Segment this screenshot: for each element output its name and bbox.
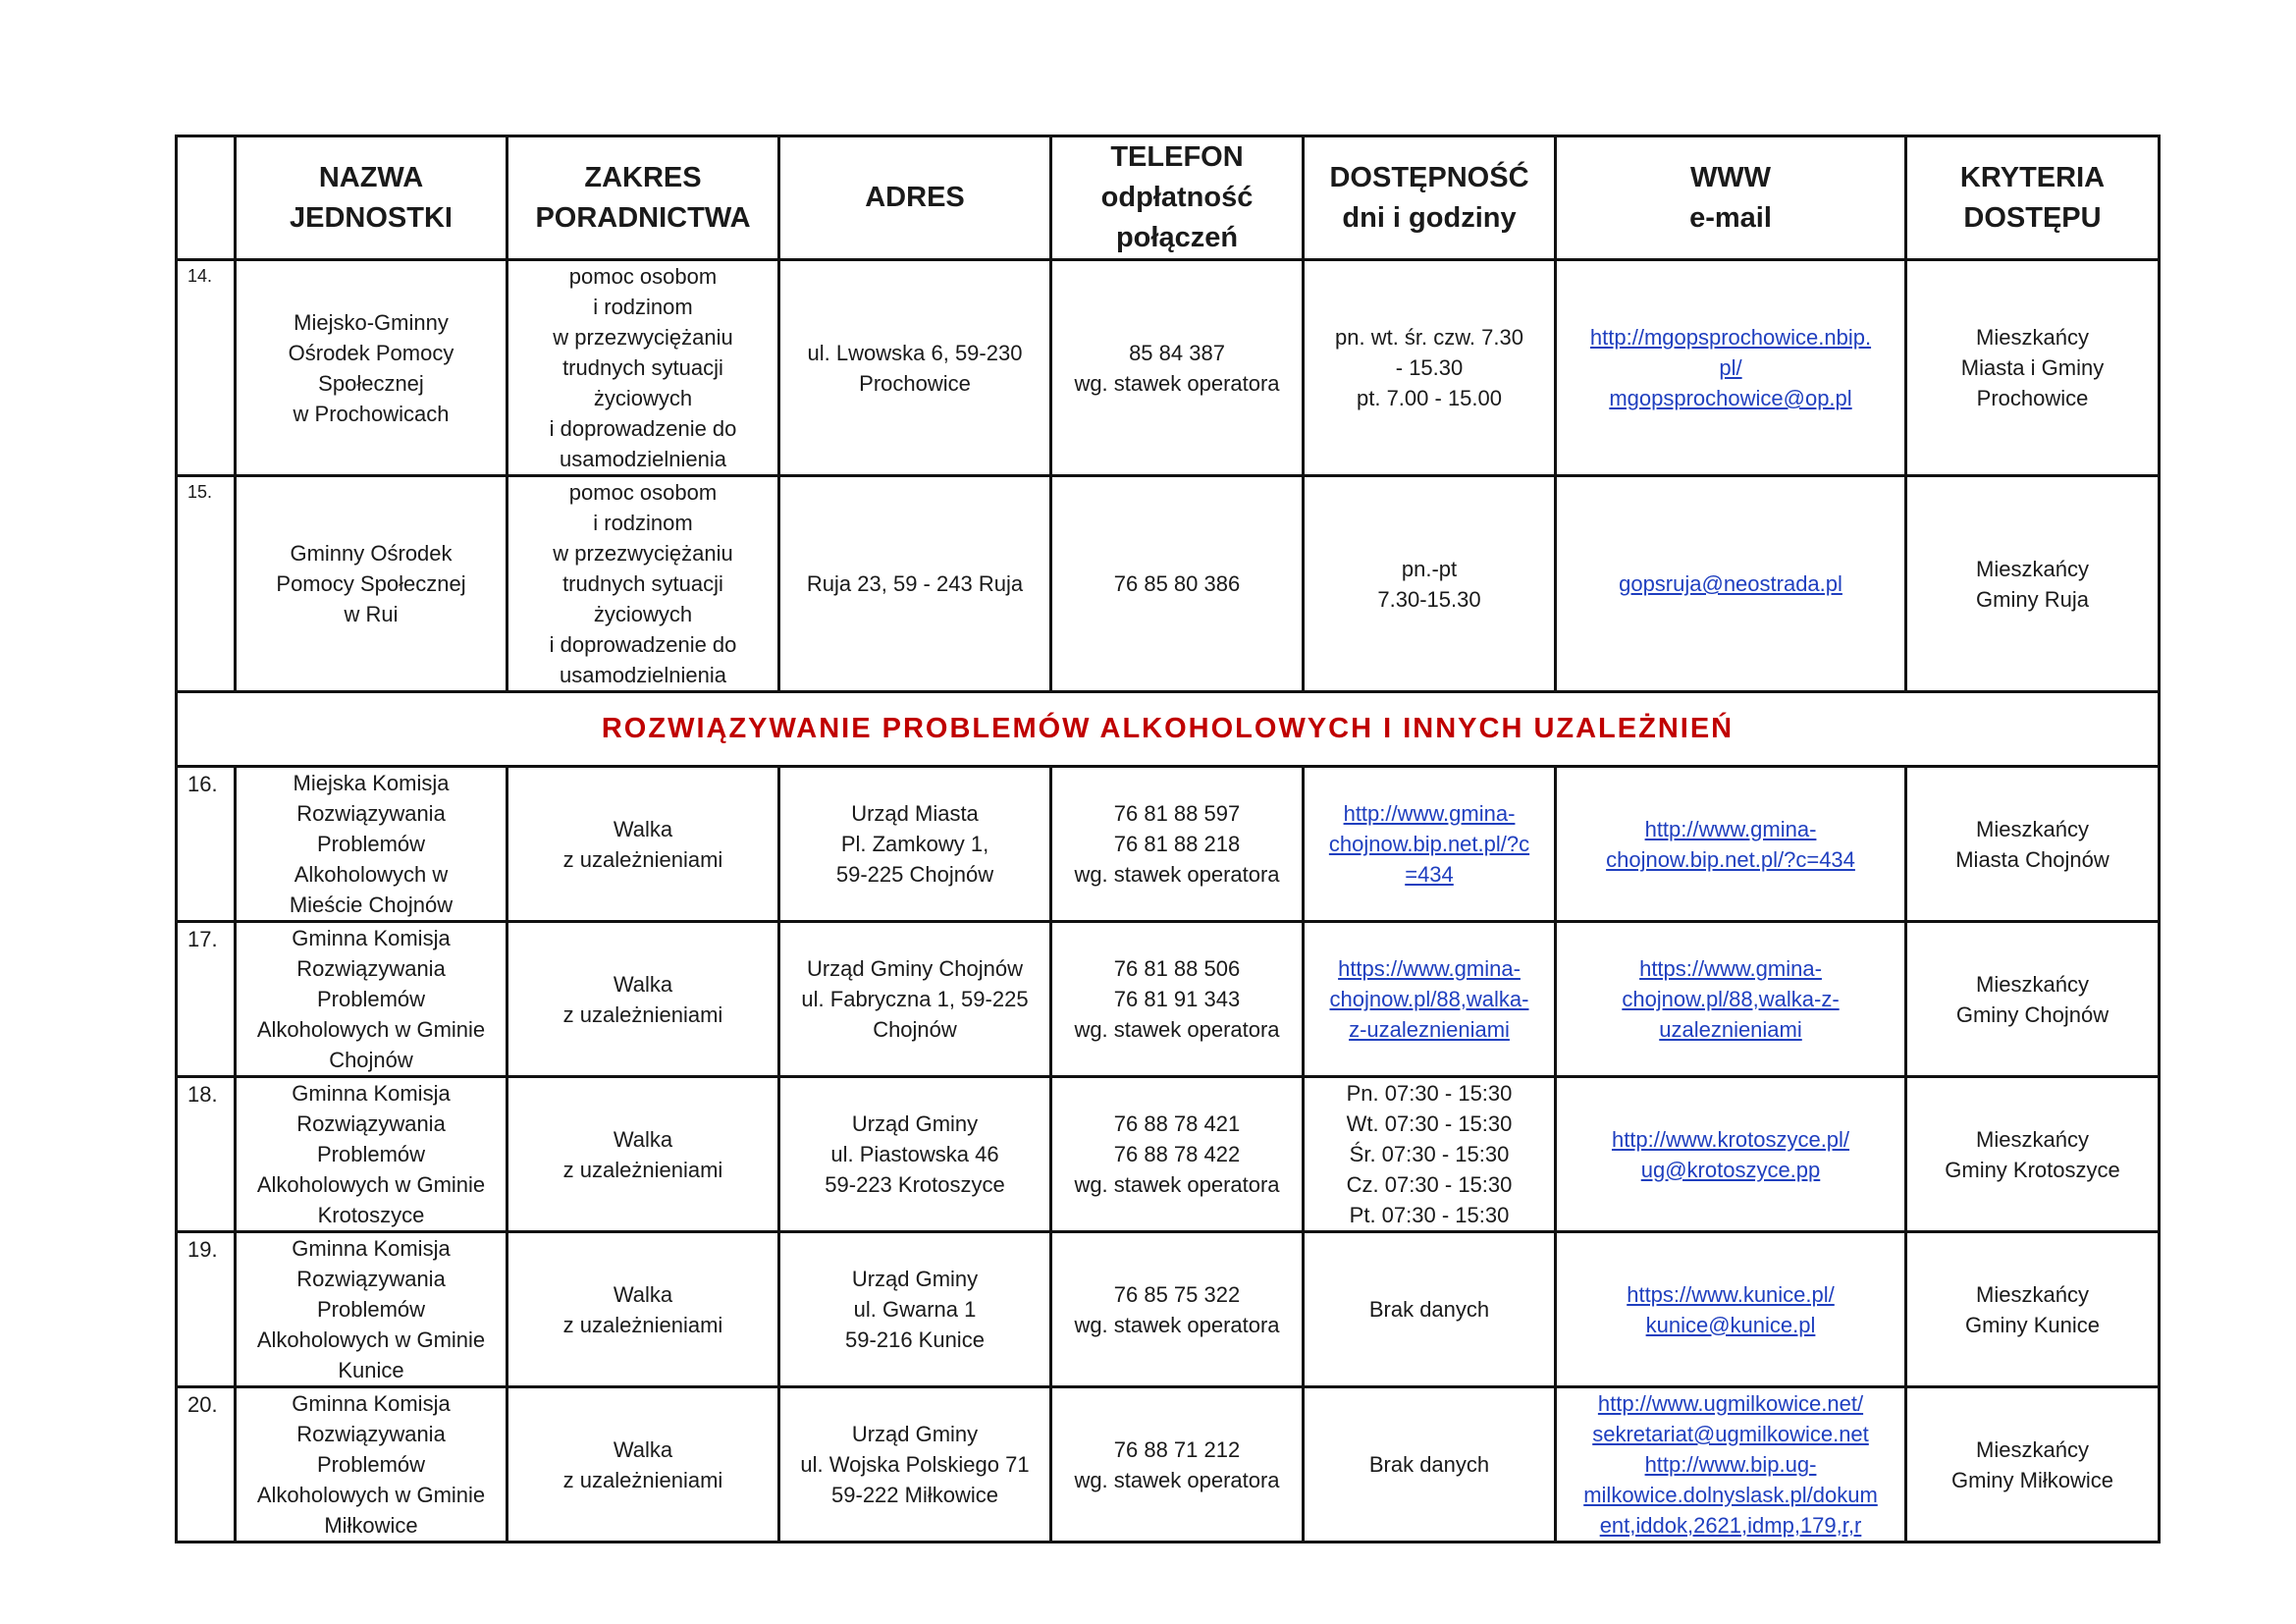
availability-cell: [1304, 1232, 1556, 1387]
cell-line: 76 81 91 343: [1113, 987, 1241, 1011]
cell-line: wg. stawek operatora: [1074, 1172, 1280, 1197]
cell-line: Mieszkańcy: [1976, 971, 2089, 997]
document-page: [175, 135, 2158, 1543]
cell-line: Urząd Gminy: [851, 1267, 979, 1291]
criteria-cell: [1906, 767, 2160, 922]
cell-line: Mieszkańcy: [1976, 556, 2089, 581]
section-title: ROZWIĄZYWANIE PROBLEMÓW ALKOHOLOWYCH I INNYCH UZALEŻNIEŃ: [177, 692, 2160, 767]
cell-line: Mieszkańcy: [1976, 816, 2089, 841]
cell-line: - 15.30: [1395, 355, 1464, 380]
cell-line: Urząd Gminy: [851, 1422, 979, 1446]
cell-line: 85 84 387: [1129, 340, 1225, 365]
row-number: 16.: [177, 767, 236, 922]
table-row: [177, 1077, 2160, 1232]
phone-cell: [1051, 1232, 1304, 1387]
cell-line: 76 85 75 322: [1113, 1281, 1241, 1307]
cell-line: Rozwiązywania: [296, 1422, 446, 1446]
header-address: ADRES: [779, 136, 1051, 260]
address-cell: [779, 1077, 1051, 1232]
cell-line: Urząd Miasta: [851, 801, 979, 826]
table-row: [177, 1387, 2160, 1543]
unit-name-cell: [236, 476, 507, 692]
cell-line: Rozwiązywania: [296, 956, 446, 981]
cell-line: Gminna Komisja: [292, 1391, 451, 1416]
cell-line: Miłkowice: [324, 1513, 418, 1538]
cell-line: ul. Gwarna 1: [853, 1297, 977, 1322]
cell-line: z uzależnieniami: [562, 1312, 723, 1337]
cell-line: 7.30-15.30: [1377, 586, 1481, 612]
cell-line: w przezwyciężaniu: [553, 541, 733, 566]
header-www: WWW e-mail: [1556, 136, 1906, 260]
cell-line: z uzależnieniami: [562, 846, 723, 872]
cell-line: Gminy Ruja: [1976, 586, 2089, 612]
cell-line: Miasta i Gminy: [1960, 355, 2105, 380]
criteria-cell: [1906, 1387, 2160, 1543]
link-text[interactable]: z-uzaleznieniami: [1349, 1017, 1510, 1042]
cell-line: Walka: [613, 1126, 673, 1152]
cell-line: 76 88 78 421: [1113, 1111, 1241, 1136]
cell-line: i doprowadzenie do: [549, 632, 737, 657]
cell-line: z uzależnieniami: [562, 1157, 723, 1182]
link-text[interactable]: https://www.gmina-: [1338, 956, 1521, 981]
cell-line: Gminna Komisja: [292, 926, 451, 950]
cell-line: ul. Lwowska 6, 59-230: [807, 340, 1023, 365]
link-text[interactable]: gopsruja@neostrada.pl: [1619, 571, 1842, 596]
www-email-cell: [1556, 260, 1906, 476]
cell-line: pomoc osobom: [568, 264, 718, 289]
link-text[interactable]: http://www.krotoszyce.pl/: [1611, 1126, 1850, 1152]
cell-line: wg. stawek operatora: [1074, 1467, 1280, 1492]
www-email-cell: [1556, 1077, 1906, 1232]
link-text[interactable]: http://www.bip.ug-: [1644, 1452, 1817, 1477]
cell-line: usamodzielnienia: [560, 447, 726, 471]
header-criteria: KRYTERIA DOSTĘPU: [1906, 136, 2160, 260]
availability-cell: [1304, 922, 1556, 1077]
cell-line: życiowych: [593, 386, 693, 410]
cell-line: trudnych sytuacji: [562, 355, 723, 380]
link-text[interactable]: chojnow.bip.net.pl/?c=434: [1606, 846, 1855, 872]
scope-cell: [507, 1077, 779, 1232]
cell-line: Pt. 07:30 - 15:30: [1349, 1203, 1510, 1227]
cell-line: w przezwyciężaniu: [553, 325, 733, 350]
link-text[interactable]: http://www.gmina-: [1343, 801, 1516, 826]
cell-line: pn.-pt: [1401, 556, 1458, 581]
cell-line: z uzależnieniami: [562, 1467, 723, 1492]
cell-line: ul. Piastowska 46: [830, 1142, 999, 1166]
cell-line: Prochowice: [859, 370, 971, 396]
cell-line: 76 81 88 597: [1113, 801, 1241, 826]
cell-line: Kunice: [338, 1358, 404, 1382]
criteria-cell: [1906, 1077, 2160, 1232]
header-availability: DOSTĘPNOŚĆ dni i godziny: [1304, 136, 1556, 260]
cell-line: Rozwiązywania: [296, 1267, 446, 1291]
cell-line: ul. Wojska Polskiego 71: [800, 1452, 1030, 1477]
cell-line: Śr. 07:30 - 15:30: [1349, 1142, 1510, 1166]
cell-line: Problemów: [316, 987, 426, 1011]
cell-line: Problemów: [316, 832, 426, 856]
cell-line: Pomocy Społecznej: [276, 571, 466, 596]
cell-line: Alkoholowych w Gminie: [256, 1483, 486, 1507]
cell-line: Wt. 07:30 - 15:30: [1346, 1111, 1513, 1136]
www-email-cell: [1556, 1232, 1906, 1387]
section-row: [177, 692, 2160, 767]
availability-cell: [1304, 476, 1556, 692]
cell-line: i rodzinom: [593, 295, 693, 319]
cell-line: 59-216 Kunice: [845, 1327, 985, 1352]
link-text[interactable]: http://mgopsprochowice.nbip.: [1589, 325, 1872, 350]
cell-line: Walka: [613, 816, 673, 841]
link-text[interactable]: ent,iddok,2621,idmp,179,r,r: [1599, 1513, 1862, 1538]
address-cell: [779, 1232, 1051, 1387]
link-text[interactable]: https://www.kunice.pl/: [1627, 1281, 1835, 1307]
link-text[interactable]: chojnow.pl/88,walka-z-: [1622, 987, 1840, 1011]
link-text[interactable]: kunice@kunice.pl: [1645, 1312, 1816, 1337]
header-phone: TELEFON odpłatność połączeń: [1051, 136, 1304, 260]
table-row: [177, 476, 2160, 692]
scope-cell: [507, 260, 779, 476]
availability-cell: [1304, 767, 1556, 922]
scope-cell: [507, 1232, 779, 1387]
scope-cell: [507, 767, 779, 922]
cell-line: Ośrodek Pomocy: [288, 340, 454, 365]
link-text[interactable]: pl/: [1719, 355, 1742, 380]
link-text[interactable]: mgopsprochowice@op.pl: [1609, 386, 1852, 410]
cell-line: Problemów: [316, 1142, 426, 1166]
cell-line: Chojnów: [329, 1048, 413, 1072]
link-text[interactable]: sekretariat@ugmilkowice.net: [1592, 1422, 1869, 1446]
cell-line: Prochowice: [1976, 386, 2089, 410]
criteria-cell: [1906, 476, 2160, 692]
link-text[interactable]: https://www.gmina-: [1639, 956, 1822, 981]
cell-line: z uzależnieniami: [562, 1001, 723, 1027]
cell-line: Gminy Miłkowice: [1950, 1467, 2114, 1492]
link-text[interactable]: chojnow.pl/88,walka-: [1329, 987, 1529, 1011]
cell-line: trudnych sytuacji: [562, 571, 723, 596]
cell-line: Mieszkańcy: [1976, 325, 2089, 350]
cell-line: pomoc osobom: [568, 480, 718, 505]
cell-line: Krotoszyce: [317, 1203, 425, 1227]
cell-line: Pl. Zamkowy 1,: [840, 832, 989, 856]
cell-line: 76 81 88 218: [1113, 832, 1241, 856]
link-text[interactable]: milkowice.dolnyslask.pl/dokum: [1583, 1483, 1878, 1507]
address-cell: [779, 767, 1051, 922]
scope-cell: [507, 476, 779, 692]
unit-name-cell: [236, 1232, 507, 1387]
cell-line: 76 88 78 422: [1113, 1142, 1241, 1166]
criteria-cell: [1906, 922, 2160, 1077]
unit-name-cell: [236, 767, 507, 922]
table-row: [177, 767, 2160, 922]
header-name: NAZWA JEDNOSTKI: [236, 136, 507, 260]
availability-cell: [1304, 1077, 1556, 1232]
cell-line: Miejska Komisja: [293, 771, 450, 795]
unit-name-cell: [236, 260, 507, 476]
link-text[interactable]: http://www.gmina-: [1644, 816, 1817, 841]
link-text[interactable]: =434: [1405, 862, 1454, 887]
cell-line: i rodzinom: [593, 511, 693, 535]
cell-line: pn. wt. śr. czw. 7.30: [1335, 325, 1523, 350]
row-number: 18.: [177, 1077, 236, 1232]
cell-line: 76 88 71 212: [1113, 1436, 1241, 1462]
unit-name-cell: [236, 1387, 507, 1543]
cell-line: Urząd Gminy: [851, 1111, 979, 1136]
cell-line: Gminy Chojnów: [1955, 1001, 2109, 1027]
cell-line: Urząd Gminy Chojnów: [806, 956, 1024, 981]
www-email-cell: [1556, 476, 1906, 692]
cell-line: usamodzielnienia: [560, 663, 726, 687]
link-text[interactable]: uzaleznieniami: [1659, 1017, 1802, 1042]
cell-line: pt. 7.00 - 15.00: [1357, 386, 1502, 410]
phone-cell: [1051, 260, 1304, 476]
phone-cell: [1051, 1387, 1304, 1543]
table-row: [177, 260, 2160, 476]
link-text[interactable]: http://www.ugmilkowice.net/: [1597, 1391, 1864, 1416]
cell-line: Pn. 07:30 - 15:30: [1346, 1081, 1513, 1106]
cell-line: w Rui: [344, 602, 399, 626]
availability-cell: [1304, 260, 1556, 476]
address-cell: [779, 922, 1051, 1077]
criteria-cell: [1906, 260, 2160, 476]
address-cell: [779, 260, 1051, 476]
cell-line: Alkoholowych w Gminie: [256, 1327, 486, 1352]
scope-cell: [507, 922, 779, 1077]
row-number: 15.: [177, 476, 236, 692]
row-number: 14.: [177, 260, 236, 476]
www-email-cell: [1556, 1387, 1906, 1543]
row-number: 19.: [177, 1232, 236, 1387]
cell-line: Mieszkańcy: [1976, 1126, 2089, 1152]
cell-line: ul. Fabryczna 1, 59-225: [801, 987, 1029, 1011]
table-row: [177, 922, 2160, 1077]
cell-line: Miasta Chojnów: [1955, 846, 2109, 872]
cell-line: Walka: [613, 971, 673, 997]
table-row: [177, 1232, 2160, 1387]
cell-line: Brak danych: [1368, 1297, 1490, 1322]
cell-line: Rozwiązywania: [296, 801, 446, 826]
cell-line: Ruja 23, 59 - 243 Ruja: [806, 571, 1024, 596]
address-cell: [779, 476, 1051, 692]
cell-line: 59-222 Miłkowice: [831, 1483, 998, 1507]
cell-line: i doprowadzenie do: [549, 416, 737, 441]
www-email-cell: [1556, 922, 1906, 1077]
cell-line: Alkoholowych w: [294, 862, 449, 887]
header-scope: ZAKRES PORADNICTWA: [507, 136, 779, 260]
phone-cell: [1051, 1077, 1304, 1232]
availability-cell: [1304, 1387, 1556, 1543]
link-text[interactable]: ug@krotoszyce.pp: [1640, 1157, 1821, 1182]
cell-line: Gminy Kunice: [1965, 1312, 2100, 1337]
cell-line: 76 81 88 506: [1113, 956, 1241, 981]
cell-line: Cz. 07:30 - 15:30: [1346, 1172, 1513, 1197]
cell-line: wg. stawek operatora: [1074, 370, 1280, 396]
cell-line: Gminy Krotoszyce: [1945, 1157, 2120, 1182]
cell-line: Gminny Ośrodek: [290, 541, 453, 566]
phone-cell: [1051, 922, 1304, 1077]
cell-line: Alkoholowych w Gminie: [256, 1017, 486, 1042]
cell-line: wg. stawek operatora: [1074, 862, 1280, 887]
unit-name-cell: [236, 1077, 507, 1232]
cell-line: wg. stawek operatora: [1074, 1312, 1280, 1337]
table-header-row: [177, 136, 2160, 260]
cell-line: Mieszkańcy: [1976, 1436, 2089, 1462]
cell-line: Alkoholowych w Gminie: [256, 1172, 486, 1197]
cell-line: Gminna Komisja: [292, 1081, 451, 1106]
cell-line: Walka: [613, 1281, 673, 1307]
phone-cell: [1051, 767, 1304, 922]
link-text[interactable]: chojnow.bip.net.pl/?c: [1328, 832, 1530, 856]
cell-line: Rozwiązywania: [296, 1111, 446, 1136]
row-number: 17.: [177, 922, 236, 1077]
cell-line: Brak danych: [1368, 1452, 1490, 1477]
cell-line: Mieście Chojnów: [289, 893, 454, 917]
cell-line: Problemów: [316, 1452, 426, 1477]
cell-line: Problemów: [316, 1297, 426, 1322]
address-cell: [779, 1387, 1051, 1543]
cell-line: 59-225 Chojnów: [835, 862, 994, 887]
cell-line: Walka: [613, 1436, 673, 1462]
cell-line: 59-223 Krotoszyce: [825, 1172, 1005, 1197]
criteria-cell: [1906, 1232, 2160, 1387]
cell-line: Chojnów: [873, 1017, 957, 1042]
header-num: [177, 136, 236, 260]
institutions-table: [175, 135, 2161, 1543]
cell-line: Mieszkańcy: [1976, 1281, 2089, 1307]
cell-line: Gminna Komisja: [292, 1236, 451, 1261]
cell-line: Społecznej: [318, 370, 424, 396]
cell-line: w Prochowicach: [293, 401, 450, 426]
scope-cell: [507, 1387, 779, 1543]
cell-line: życiowych: [593, 602, 693, 626]
cell-line: 76 85 80 386: [1113, 571, 1241, 596]
phone-cell: [1051, 476, 1304, 692]
unit-name-cell: [236, 922, 507, 1077]
cell-line: Miejsko-Gminny: [294, 309, 449, 335]
www-email-cell: [1556, 767, 1906, 922]
row-number: 20.: [177, 1387, 236, 1543]
cell-line: wg. stawek operatora: [1074, 1017, 1280, 1042]
